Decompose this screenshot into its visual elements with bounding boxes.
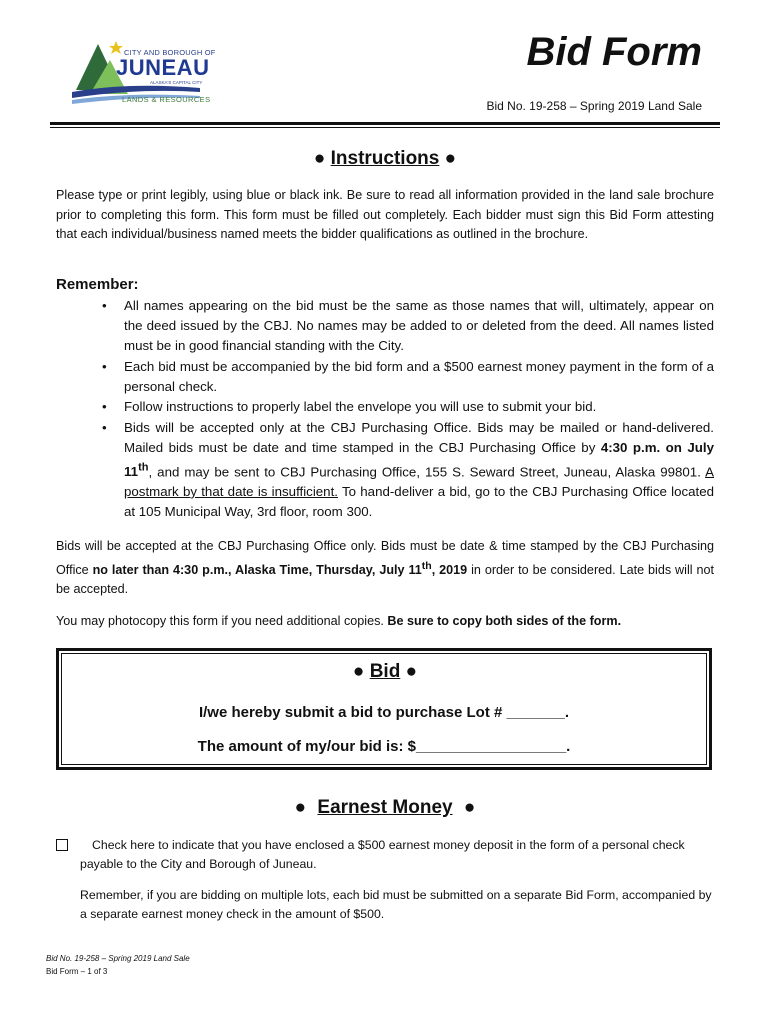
earnest-money-checkbox-label: Check here to indicate that you have enclosed a $500 earnest money deposit in the form of a personal check payable to the City and Borough of Juneau. [80, 838, 685, 871]
bullet-icon: ● [294, 797, 307, 818]
remember-list [100, 296, 714, 522]
list-item: • All names appearing on the bid must be the same as those names that will, ultimately, appear on the deed issued by the CBJ. No names may be added to or deleted from the deed. All names listed must be in good financial standing with the City. [100, 296, 714, 356]
bid-title: Bid [369, 661, 401, 682]
earnest-money-heading [50, 797, 720, 819]
deadline-bold-text: no later than 4:30 p.m., Alaska Time, Thursday, July 11 [92, 562, 422, 577]
bullet-icon: ● [352, 661, 365, 682]
list-item-text: , and may be sent to CBJ Purchasing Office, 155 S. Seward Street, Juneau, Alaska 99801. [148, 463, 706, 479]
list-item-text: Bids will be accepted only at the CBJ Purchasing Office. Bids may be mailed or hand-delivered. Mailed bids must be date and time stamped in the CBJ Purchasing Office by [124, 419, 714, 455]
deadline-year: , 2019 [431, 562, 468, 577]
logo-department: LANDS & RESOURCES [122, 95, 211, 104]
bullet-icon: ● [405, 661, 418, 682]
instructions-heading [50, 148, 720, 170]
instructions-body: Please type or print legibly, using blue or black ink. Be sure to read all information provided in the land sale brochure prior to completing this form. This form must be filled out completely. Each bidder must sign this Bid Form attesting that each individual/business named meets the bidder qualifications as outlined in the brochure. [56, 188, 714, 241]
deadline-text: Bids will be accepted at the CBJ Purchasing Office only. Bids must be date & time stamped by the CBJ Purchasing Office [56, 539, 714, 577]
list-item: • Each bid must be accompanied by the bid form and a $500 earnest money payment in the form of a personal check. [100, 357, 714, 397]
copies-text: You may photocopy this form if you need additional copies. [56, 614, 388, 628]
bullet-icon: ● [444, 148, 457, 169]
earnest-money-note: Remember, if you are bidding on multiple lots, each bid must be submitted on a separate Bid Form, accompanied by a separate earnest money check in the amount of $500. [80, 888, 712, 921]
bullet-icon: ● [463, 797, 476, 818]
lot-number-field[interactable]: I/we hereby submit a bid to purchase Lot # _______. [198, 704, 570, 721]
bid-amount-field[interactable]: The amount of my/our bid is: $__________________. [197, 738, 571, 755]
deadline-text-end: in order to be considered. Late bids will not be accepted. [56, 562, 714, 597]
bid-heading [50, 661, 720, 683]
logo-tagline: ALASKA'S CAPITAL CITY [150, 80, 203, 85]
ordinal-suffix: th [421, 559, 432, 572]
logo-name: JUNEAU [116, 55, 210, 80]
instructions-title: Instructions [330, 148, 440, 169]
list-item-text: To hand-deliver a bid, go to the CBJ Purchasing Office located at 105 Municipal Way, 3rd floor, room 300. [124, 483, 715, 519]
copies-note [56, 612, 714, 632]
ordinal-suffix: th [138, 461, 149, 474]
footer-page-number: Bid Form – 1 of 3 [46, 967, 108, 976]
list-item [100, 418, 714, 522]
header-divider-thick [50, 122, 720, 125]
document-title: Bid Form [526, 30, 702, 74]
deadline-bold [92, 559, 468, 577]
header-divider-thin [50, 127, 720, 128]
copies-bold: Be sure to copy both sides of the form. [387, 614, 622, 628]
bullet-icon: ● [313, 148, 326, 169]
earnest-money-checkbox[interactable] [56, 839, 68, 851]
deadline-paragraph [56, 537, 714, 600]
deadline-time-text: 4:30 p.m. on July 11 [124, 439, 714, 479]
remember-title: Remember: [56, 276, 139, 293]
list-item: • Follow instructions to properly label the envelope you will use to submit your bid. [100, 397, 714, 417]
footer-bid-number: Bid No. 19-258 – Spring 2019 Land Sale [46, 954, 190, 963]
document-subtitle: Bid No. 19-258 – Spring 2019 Land Sale [486, 99, 702, 113]
logo-star [109, 41, 123, 54]
logo-city-line: CITY AND BOROUGH OF [124, 48, 216, 57]
postmark-warning: A postmark by that date is insufficient. [124, 463, 714, 499]
earnest-money-title: Earnest Money [317, 797, 453, 818]
